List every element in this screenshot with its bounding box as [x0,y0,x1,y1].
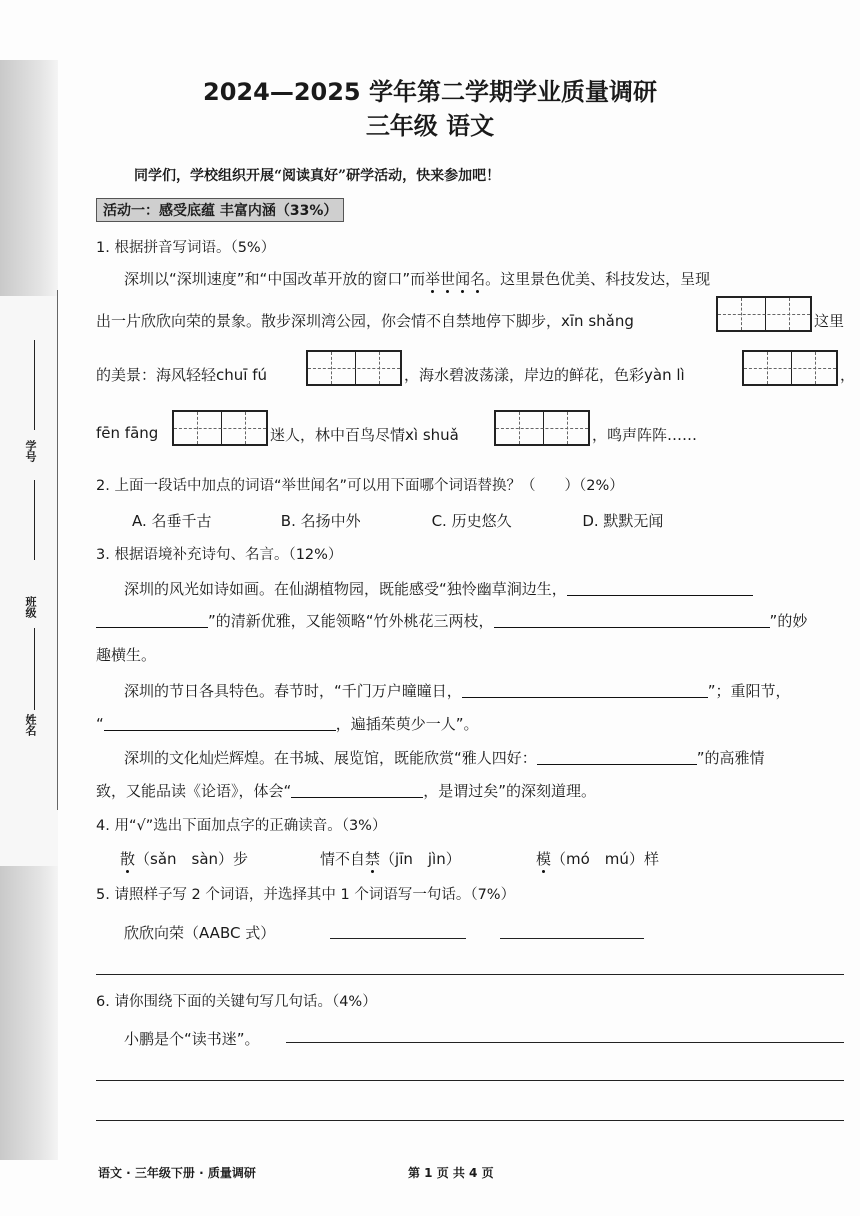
q1-line-4-end: ，鸣声阵阵…… [592,426,698,444]
q4-heading: 4. 用“√”选出下面加点字的正确读音。（3%） [96,818,387,834]
intro-text: 同学们，学校组织开展“阅读真好”研学活动，快来参加吧！ [134,168,501,184]
q6-write-line-3[interactable] [96,1120,844,1121]
q1-line-4-pinyin: fēn fāng [96,424,159,442]
q1-line-3a: 的美景：海风轻轻chuī fú [96,366,267,384]
q3-blank-1b[interactable] [96,611,208,628]
q6-heading: 6. 请你围绕下面的关键句写几句话。（4%） [96,994,377,1010]
q3-blank-6[interactable] [291,781,423,798]
q3-para1-line1: 深圳的风光如诗如画。在仙湖植物园，既能感受“独怜幽草涧边生， [124,578,753,599]
q4-item-2[interactable]: 情不自禁（jīn jìn） [320,850,461,868]
q2-options [132,510,663,531]
q3-para3-line1: 深圳的文化灿烂辉煌。在书城、展览馆，既能欣赏“雅人四好： ”的高雅情 [124,749,765,767]
footer-left: 语文 · 三年级下册 · 质量调研 [98,1166,256,1180]
q5-heading: 5. 请照样子写 2 个词语，并选择其中 1 个词语写一句话。（7%） [96,887,516,903]
q3-blank-4[interactable] [104,714,336,731]
answer-grid-fenfang[interactable] [172,410,268,446]
q5-example: 欣欣向荣（AABC 式） [124,924,276,942]
answer-grid-chuifu[interactable] [306,350,402,386]
q4-item-1[interactable]: 散（sǎn sàn）步 [120,850,249,868]
q5-word-blank-2[interactable] [500,938,644,939]
q5-sentence-line[interactable] [96,974,844,975]
q2-option-c[interactable]: C. 历史悠久 [431,512,512,530]
answer-grid-xinshang[interactable] [716,296,812,332]
q6-write-line-1[interactable] [286,1042,844,1043]
q2-heading: 2. 上面一段话中加点的词语“举世闻名”可以用下面哪个词语替换？（ ）（2%） [96,478,624,494]
q3-blank-5[interactable] [537,748,697,765]
student-id-field[interactable] [22,440,44,462]
q1-heading: 1. 根据拼音写词语。（5%） [96,240,276,256]
q1-line-4a: 迷人，林中百鸟尽情xì shuǎ [270,426,459,444]
q3-para1-line2: ”的清新优雅，又能领略“竹外桃花三两枝， ”的妙 [96,610,807,631]
q3-para3-line2: 致，又能品读《论语》，体会“ ，是谓过矣”的深刻道理。 [96,782,597,800]
q3-blank-3[interactable] [462,681,708,698]
binding-margin-line [57,290,58,810]
q3-para2-line1: 深圳的节日各具特色。春节时，“千门万户曈曈日， ”；重阳节， [124,682,791,700]
q3-heading: 3. 根据语境补充诗句、名言。（12%） [96,547,343,563]
q1-line-3b: ，海水碧波荡漾，岸边的鲜花，色彩yàn lì [404,366,685,384]
q4-item-3[interactable]: 模（mó mú）样 [536,850,659,868]
q3-para2-line2: “ ，遍插茱萸少一人”。 [96,715,479,733]
q2-option-b[interactable]: B. 名扬中外 [280,512,361,530]
class-field[interactable] [22,596,44,618]
q3-para1-line3: 趣横生。 [96,646,157,664]
q1-line-1: 深圳以“深圳速度”和“中国改革开放的窗口”而举世闻名。这里景色优美、科技发达，呈现 [124,270,711,288]
class-label: 班级 [24,596,37,618]
q6-key-sentence: 小鹏是个“读书迷”。 [124,1030,260,1048]
page-title: 2024—2025 学年第二学期学业质量调研 [203,78,657,106]
name-label: 姓名 [24,714,37,736]
q1-line-2: 出一片欣欣向荣的景象。散步深圳湾公园，你会情不自禁地停下脚步，xīn shǎng [96,312,634,330]
answer-grid-yanli[interactable] [742,350,838,386]
section-heading-1: 活动一：感受底蕴 丰富内涵（33%） [96,198,344,222]
answer-grid-xishua[interactable] [494,410,590,446]
q3-blank-2[interactable] [494,611,770,628]
student-id-label: 学号 [24,440,37,462]
q2-option-a[interactable]: A. 名垂千古 [132,512,212,530]
page-number: 第 1 页 共 4 页 [408,1166,494,1180]
q3-blank-1[interactable] [567,579,753,596]
q1-line-3-end: ， [840,366,856,384]
q2-option-d[interactable]: D. 默默无闻 [582,512,664,530]
name-field[interactable] [22,714,44,736]
q1-line-2-end: 这里 [814,312,845,330]
q5-word-blank-1[interactable] [330,938,466,939]
q6-write-line-2[interactable] [96,1080,844,1081]
page-subtitle: 三年级 语文 [365,112,495,140]
